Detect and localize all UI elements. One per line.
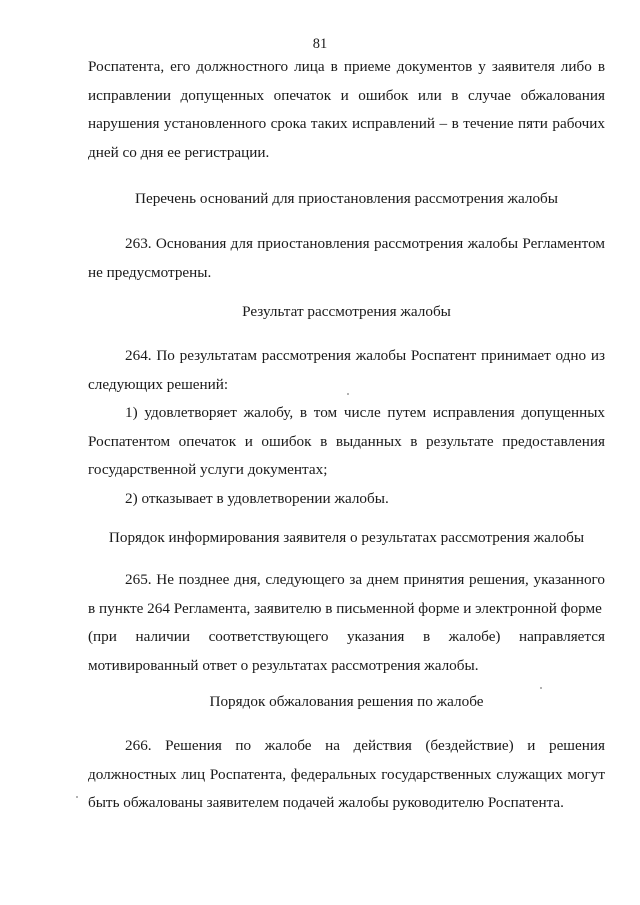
paragraph-266 xyxy=(88,732,605,818)
scan-speck xyxy=(347,393,349,395)
heading-complaint-result: Результат рассмотрения жалобы xyxy=(242,303,451,320)
paragraph-265-word: соответствующего xyxy=(208,628,329,645)
paragraph-265 xyxy=(88,566,605,680)
paragraph-265-word: жалобе) xyxy=(448,628,501,645)
paragraph-263-text: 263. Основания для приостановления рассмотрения жалобы Регламентом не предусмотрены. xyxy=(88,235,605,281)
paragraph-264 xyxy=(88,342,605,513)
paragraph-265-end: мотивированный ответ о результатах рассмотрения жалобы. xyxy=(88,656,479,674)
paragraph-264-item-1: 1) удовлетворяет жалобу, в том числе путем исправления допущенных Роспатентом опечаток и ошибок в выданных в результате предоставления государственной услуги документах; xyxy=(88,404,605,478)
paragraph-264-text: 264. По результатам рассмотрения жалобы Роспатент принимает одно из следующих решений: xyxy=(88,347,605,393)
page-number: 81 xyxy=(312,36,328,52)
intro-paragraph xyxy=(88,53,605,167)
paragraph-265-word: направляется xyxy=(519,628,605,645)
scan-speck xyxy=(540,687,542,689)
paragraph-265-word: в xyxy=(422,628,431,645)
paragraph-265-start: 265. Не позднее дня, следующего за днем принятия решения, указанного в пункте 264 Регламента, заявителю в письменной форме и электронной форме xyxy=(88,571,605,617)
heading-informing-applicant: Порядок информирования заявителя о результатах рассмотрения жалобы xyxy=(108,529,585,546)
paragraph-265-word: указания xyxy=(346,628,405,645)
scan-speck xyxy=(76,796,78,798)
paragraph-266-text: 266. Решения по жалобе на действия (бездействие) и решения должностных лиц Роспатента, федеральных государственных служащих могут быть обжалованы заявителем подачей жалобы руководителю Роспатента. xyxy=(88,737,605,811)
paragraph-263 xyxy=(88,230,605,287)
heading-suspension-grounds: Перечень оснований для приостановления рассмотрения жалобы xyxy=(135,190,558,207)
paragraph-265-word: наличии xyxy=(135,628,191,645)
heading-appeal-procedure: Порядок обжалования решения по жалобе xyxy=(209,693,484,710)
intro-paragraph-text: Роспатента, его должностного лица в приеме документов у заявителя либо в исправлении допущенных опечаток и ошибок или в случае обжалования нарушения установленного срока таких исправлений – в течение пяти рабочих дней со дня ее регистрации. xyxy=(88,58,605,161)
paragraph-265-word: (при xyxy=(88,628,117,645)
paragraph-264-item-2: 2) отказывает в удовлетворении жалобы. xyxy=(125,489,389,507)
paragraph-265-spread-line xyxy=(88,623,605,652)
